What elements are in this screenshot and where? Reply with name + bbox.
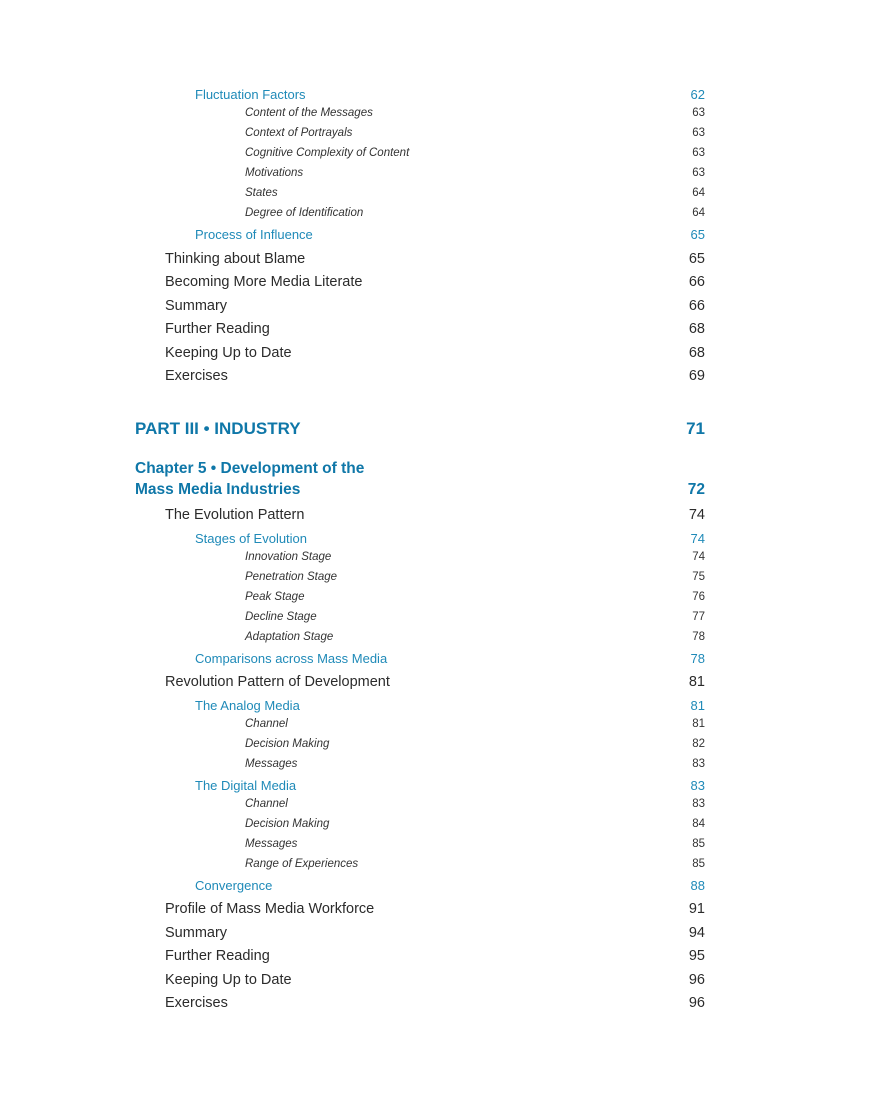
toc-entry-level2[interactable]: [195, 531, 705, 546]
toc-entry-page-number: 85: [692, 857, 705, 870]
toc-entry-page-number: 62: [690, 87, 705, 102]
toc-entry-page-number: 78: [690, 650, 705, 666]
toc-entry-level3[interactable]: [245, 631, 705, 643]
toc-entry-title: Decision Making: [245, 817, 330, 830]
toc-entry-title: Comparisons across Mass Media: [195, 650, 388, 666]
toc-entry-level3[interactable]: [245, 107, 705, 119]
toc-entry-level3[interactable]: [245, 858, 705, 870]
toc-entry-page-number: 63: [692, 107, 705, 119]
toc-entry-title: Messages: [245, 757, 298, 770]
toc-entry-level2[interactable]: [195, 778, 705, 793]
toc-entry-title: Summary: [165, 924, 228, 941]
part-title: PART III • INDUSTRY: [135, 419, 301, 438]
toc-entry-level3[interactable]: [245, 207, 705, 219]
toc-entry-title: Becoming More Media Literate: [165, 274, 363, 290]
toc-entry-level3[interactable]: [245, 818, 705, 830]
toc-entry-title: Context of Portrayals: [245, 127, 353, 139]
toc-entry-title: Penetration Stage: [245, 570, 338, 583]
toc-entry-title: The Digital Media: [195, 777, 297, 793]
toc-entry-title: Messages: [245, 837, 298, 850]
toc-entry-level1[interactable]: [165, 274, 705, 290]
toc-entry-page-number: 81: [692, 717, 705, 730]
toc-entry-title: Decline Stage: [245, 610, 317, 623]
toc-entry-page-number: 63: [692, 147, 705, 159]
toc-entry-title: Adaptation Stage: [245, 630, 334, 643]
toc-entry-page-number: 74: [692, 550, 705, 563]
toc-entry-title: Summary: [165, 297, 228, 314]
chapter-title-line1: Chapter 5 • Development of the: [135, 460, 365, 477]
toc-entry-level3[interactable]: [245, 758, 705, 770]
toc-entry-level3[interactable]: [245, 571, 705, 583]
toc-entry-level3[interactable]: [245, 127, 705, 139]
toc-entry-page-number: 83: [690, 777, 705, 793]
chapter-page-number: 72: [687, 481, 705, 498]
part-page-number: 71: [686, 419, 705, 438]
toc-entry-level1[interactable]: [165, 995, 705, 1011]
toc-entry-page-number: 82: [692, 737, 705, 750]
toc-entry-title: Peak Stage: [245, 590, 305, 603]
toc-entry-level1[interactable]: [165, 321, 705, 337]
toc-entry-level3[interactable]: [245, 611, 705, 623]
toc-entry-level1[interactable]: [165, 345, 705, 361]
toc-entry-page-number: 94: [688, 924, 705, 941]
toc-entry-page-number: 83: [692, 757, 705, 770]
toc-entry-page-number: 96: [688, 995, 705, 1011]
toc-entry-title: Profile of Mass Media Workforce: [165, 901, 375, 917]
toc-entry-title: Exercises: [165, 995, 228, 1011]
toc-entry-page-number: 77: [692, 610, 705, 623]
toc-entry-level1[interactable]: [165, 925, 705, 941]
toc-entry-page-number: 66: [688, 297, 705, 314]
toc-entry-level3[interactable]: [245, 718, 705, 730]
toc-entry-level1[interactable]: [165, 674, 705, 690]
chapter-title: [135, 458, 364, 500]
toc-entry-title: Channel: [245, 717, 288, 730]
toc-entry-level3[interactable]: [245, 798, 705, 810]
toc-entry-level3[interactable]: [245, 147, 705, 159]
toc-entry-page-number: 78: [692, 630, 705, 643]
toc-entry-page-number: 81: [688, 674, 705, 690]
toc-entry-title: Stages of Evolution: [195, 530, 308, 546]
toc-entry-level1[interactable]: [165, 251, 705, 267]
toc-entry-level2[interactable]: [195, 698, 705, 713]
toc-entry-title: The Evolution Pattern: [165, 507, 305, 523]
toc-entry-title: Keeping Up to Date: [165, 344, 292, 361]
toc-entry-title: Decision Making: [245, 737, 330, 750]
toc-entry-page-number: 84: [692, 817, 705, 830]
toc-entry-page-number: 74: [690, 530, 705, 546]
toc-entry-title: Innovation Stage: [245, 550, 332, 563]
toc-entry-level3[interactable]: [245, 838, 705, 850]
toc-entry-level3[interactable]: [245, 167, 705, 179]
toc-entry-title: The Analog Media: [195, 697, 300, 713]
toc-entry-page-number: 91: [688, 901, 705, 917]
toc-entry-title: Range of Experiences: [245, 857, 359, 870]
toc-entry-level3[interactable]: [245, 187, 705, 199]
toc-entry-title: Content of the Messages: [245, 107, 373, 119]
toc-entry-title: Keeping Up to Date: [165, 971, 292, 988]
toc-entry-level2[interactable]: [195, 651, 705, 666]
toc-entry-page-number: 68: [688, 344, 705, 361]
toc-entry-page-number: 95: [688, 948, 705, 964]
toc-entry-page-number: 63: [692, 127, 705, 139]
toc-entry-title: Thinking about Blame: [165, 250, 306, 267]
toc-entry-title: Degree of Identification: [245, 207, 364, 219]
toc-entry-page-number: 74: [688, 507, 705, 523]
toc-entry-title: Convergence: [195, 877, 273, 893]
toc-entry-page-number: 64: [692, 207, 705, 219]
toc-entry-title: Fluctuation Factors: [195, 87, 306, 102]
toc-entry-page-number: 63: [692, 167, 705, 179]
toc-entry-title: Further Reading: [165, 948, 270, 964]
toc-entry-level2[interactable]: [195, 878, 705, 893]
toc-entry-page-number: 68: [688, 321, 705, 337]
toc-entry-page-number: 96: [688, 971, 705, 988]
toc-entry-title: Cognitive Complexity of Content: [245, 147, 410, 159]
toc-entry-page-number: 76: [692, 590, 705, 603]
toc-entry-title: States: [245, 187, 278, 199]
toc-entry-level3[interactable]: [245, 591, 705, 603]
toc-entry-page-number: 85: [692, 837, 705, 850]
toc-entry-level3[interactable]: [245, 738, 705, 750]
toc-entry-page-number: 83: [692, 797, 705, 810]
part-heading[interactable]: [135, 419, 705, 439]
toc-entry-level1[interactable]: [165, 507, 705, 523]
toc-entry-page-number: 69: [688, 368, 705, 384]
toc-entry-page-number: 75: [692, 570, 705, 583]
chapter-title-line2: Mass Media Industries: [135, 481, 301, 498]
toc-entry-page-number: 88: [690, 877, 705, 893]
toc-entry-page-number: 64: [692, 187, 705, 199]
toc-entry-page-number: 65: [690, 227, 705, 242]
toc-entry-page-number: 65: [688, 250, 705, 267]
toc-entry-level1[interactable]: [165, 368, 705, 384]
toc-entry-title: Exercises: [165, 368, 228, 384]
toc-entry-title: Process of Influence: [195, 227, 313, 242]
toc-entry-level1[interactable]: [165, 901, 705, 917]
toc-entry-level2[interactable]: [195, 227, 705, 242]
toc-entry-title: Revolution Pattern of Development: [165, 674, 390, 690]
toc-entry-page-number: 81: [690, 697, 705, 713]
toc-entry-page-number: 66: [688, 274, 705, 290]
toc-entry-title: Motivations: [245, 167, 304, 179]
toc-entry-title: Further Reading: [165, 321, 270, 337]
toc-entry-level1[interactable]: [165, 298, 705, 314]
toc-entry-level2[interactable]: [195, 87, 705, 102]
toc-entry-title: Channel: [245, 797, 288, 810]
toc-entry-level1[interactable]: [165, 948, 705, 964]
toc-entry-level3[interactable]: [245, 551, 705, 563]
toc-entry-level1[interactable]: [165, 972, 705, 988]
chapter-heading[interactable]: [135, 458, 705, 500]
